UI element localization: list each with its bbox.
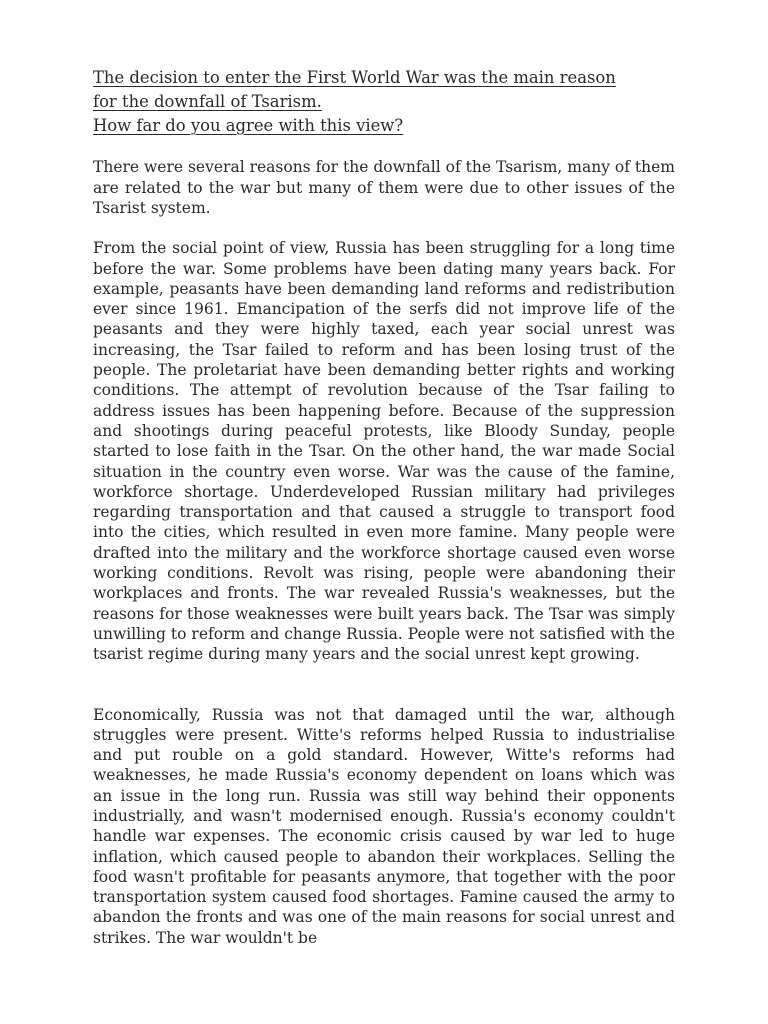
essay-title [93, 66, 675, 137]
essay-title-line-3: How far do you agree with this view? [93, 115, 404, 135]
intro-paragraph: There were several reasons for the downfall of the Tsarism, many of them are related to the war but many of them were due to other issues of the Tsarist system. [93, 158, 675, 217]
economic-paragraph: Economically, Russia was not that damaged until the war, although struggles were present. Witte's reforms helped Russia to industrialise and put rouble on a gold standard. However, Witte's reforms had weaknesses, he made Russia's economy dependent on loans which was an issue in the long run. Russia was still way behind their opponents industrially, and wasn't modernised enough. Russia's economy couldn't handle war expenses. The economic crisis caused by war led to huge inflation, which caused people to abandon their workplaces. Selling the food wasn't profitable for peasants anymore, that together with the poor transportation system caused food shortages. Famine caused the army to abandon the fronts and was one of the main reasons for social unrest and strikes. The war wouldn't be [93, 705, 675, 947]
essay-title-line-2: for the downfall of Tsarism. [93, 91, 322, 111]
document-page [93, 66, 675, 968]
essay-title-line-1: The decision to enter the First World War was the main reason [93, 68, 616, 87]
social-paragraph: From the social point of view, Russia has been struggling for a long time before the war. Some problems have been dating many years back. For example, peasants have been demanding land reforms and redistribution ever since 1961. Emancipation of the serfs did not improve life of the peasants and they were highly taxed, each year social unrest was increasing, the Tsar failed to reform and has been losing trust of the people. The proletariat have been demanding better rights and working conditions. The attempt of revolution because of the Tsar failing to address issues has been happening before. Because of the suppression and shootings during peaceful protests, like Bloody Sunday, people started to lose faith in the Tsar. On the other hand, the war made Social situation in the country even worse. War was the cause of the famine, workforce shortage. Underdeveloped Russian military had privileges regarding transportation and that caused a struggle to transport food into the cities, which resulted in even more famine. Many people were drafted into the military and the workforce shortage caused even worse working conditions. Revolt was rising, people were abandoning their workplaces and fronts. The war revealed Russia's weaknesses, but the reasons for those weaknesses were built years back. The Tsar was simply unwilling to reform and change Russia. People were not satisfied with the tsarist regime during many years and the social unrest kept growing. [93, 239, 675, 664]
